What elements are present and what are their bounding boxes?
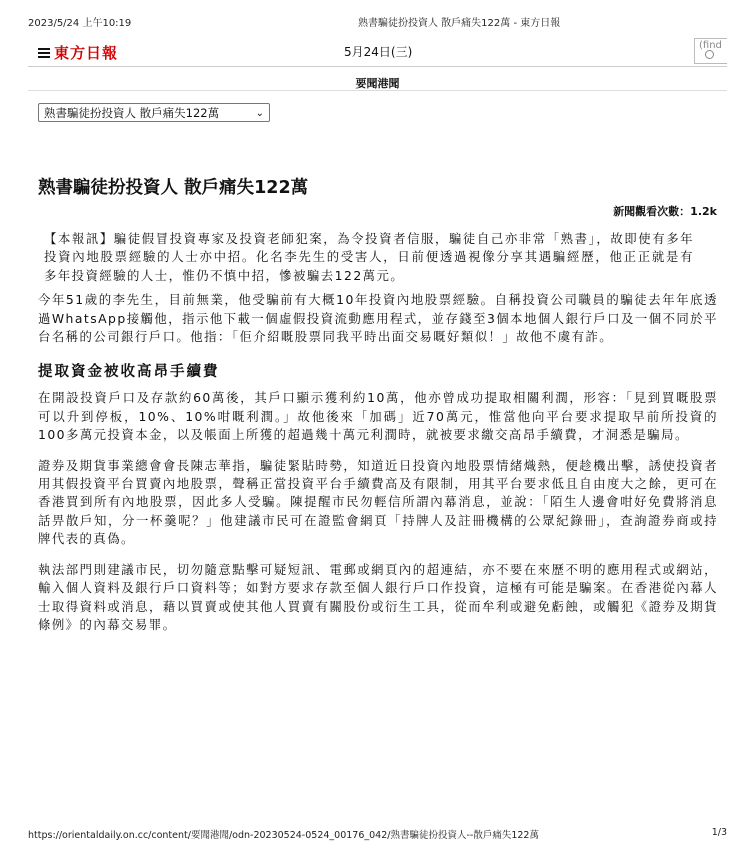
article-paragraph: 今年51歲的李先生，目前無業，他受騙前有大概10年投資內地股票經驗。自稱投資公司職員的騙徒去年年底透過WhatsApp接觸他，指示他下載一個虛假投資流動應用程式，並存錢至3個本地個人銀行戶口及一個不同於平台名稱的公司銀行戶口。他指：「佢介紹嘅股票同我平時出面交易嘅好類似！」故他不虞有詐。 xyxy=(38,292,718,345)
article-title: 熟書騙徒扮投資人 散戶痛失122萬 xyxy=(38,178,309,198)
section-title[interactable]: 要聞港聞 xyxy=(355,77,400,90)
print-url: https://orientaldaily.on.cc/content/要聞港聞/odn-20230524-0524_00176_042/熟書騙徒扮投資人--散戶痛失122萬 xyxy=(28,830,539,841)
site-logo[interactable]: 東方日報 xyxy=(54,44,119,62)
print-page-title: 熟書騙徒扮投資人 散戶痛失122萬 - 東方日報 xyxy=(358,18,561,29)
search-input[interactable] xyxy=(694,38,727,64)
article-paragraph: 執法部門則建議市民，切勿隨意點擊可疑短訊、電郵或網頁內的超連結，亦不要在來歷不明的應用程式或網站，輸入個人資料及銀行戶口資料等；如對方要求存款至個人銀行戶口作投資，這極有可能是騙案。在香港從內幕人士取得資料或消息，藉以買賣或使其他人買賣有關股份或衍生工具，從而牟利或避免虧蝕，或觸犯《證券及期貨條例》的內幕交易罪。 xyxy=(38,561,718,632)
page-number: 1/3 xyxy=(711,827,727,838)
article-select-value: 熟書騙徒扮投資人 散戶痛失122萬 xyxy=(44,106,220,120)
article-paragraph: 證券及期貨事業總會會長陳志華指，騙徒緊貼時勢，知道近日投資內地股票情緒熾熱，便趁機出擊，誘使投資者用其假投資平台買賣內地股票，聲稱正當投資平台手續費高及有限制，用其平台要求低且自由度大之餘，更可在香港買到所有內地股票，因此多人受騙。陳提醒市民勿輕信所謂內幕消息，並說：「陌生人邊會咁好免費將消息話畀散戶知，分一杯羹呢？」他建議市民可在證監會網頁「持牌人及註冊機構的公眾紀錄冊」，查詢證券商或持牌代表的真偽。 xyxy=(38,457,718,547)
article-paragraph: 在開設投資戶口及存款約60萬後，其戶口顯示獲利約10萬，他亦曾成功提取相關利潤，形容：「見到買嘅股票可以升到停板，10%、10%咁嘅利潤。」故他後來「加碼」近70萬元，惟當他向平台要求提取早前所投資的100多萬元投資本金，以及帳面上所獲的超過幾十萬元利潤時，就被要求繳交高昂手續費，才洞悉是騙局。 xyxy=(38,390,718,443)
article-subheading: 提取資金被收高昂手續費 xyxy=(38,364,220,381)
view-count: 新聞觀看次數：1.2k xyxy=(613,205,717,218)
section-divider xyxy=(28,90,727,91)
chevron-down-icon: ⌄ xyxy=(255,108,264,119)
brand xyxy=(38,42,118,63)
search-text: (find xyxy=(699,40,722,51)
header-divider xyxy=(28,66,727,67)
menu-icon[interactable] xyxy=(38,48,50,58)
article-body xyxy=(38,230,718,646)
article-lead: 【本報訊】騙徒假冒投資專家及投資老師犯案，為令投資者信服，騙徒自己亦非常「熟書」，故即使有多年投資內地股票經驗的人士亦中招。化名李先生的受害人，日前便透過視像分享其遇騙經歷，他正正就是有多年投資經驗的人士，惟仍不慎中招，慘被騙去122萬元。 xyxy=(44,231,694,283)
header-date: 5月24日(三) xyxy=(344,45,413,59)
search-icon[interactable] xyxy=(705,50,714,59)
print-datetime: 2023/5/24 上午10:19 xyxy=(28,18,132,29)
article-select[interactable] xyxy=(38,103,270,122)
